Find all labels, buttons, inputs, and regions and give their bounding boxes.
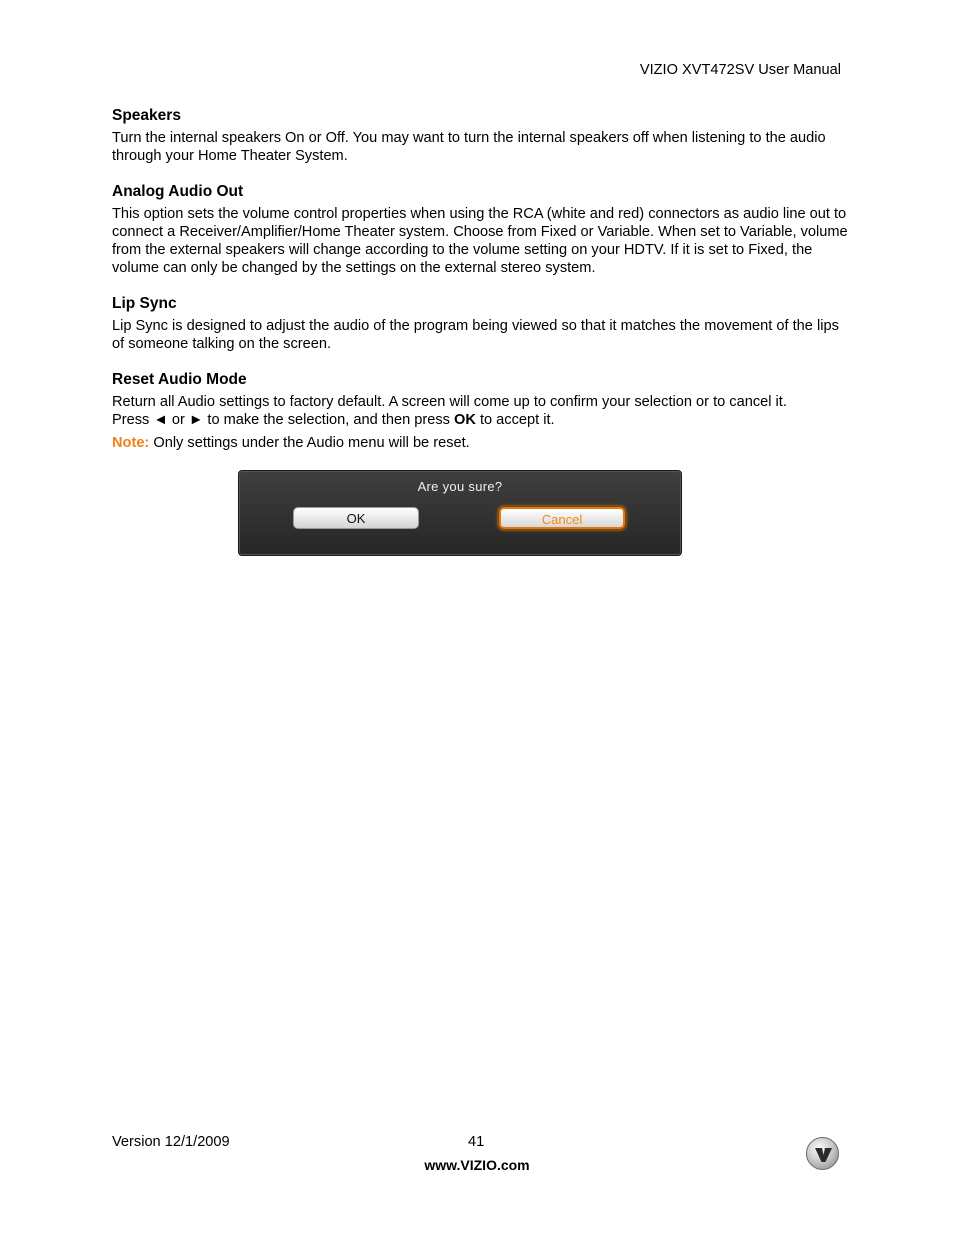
note — [112, 434, 852, 452]
section-body: Lip Sync is designed to adjust the audio of the program being viewed so that it matches the movement of the lips of someone talking on the screen. — [112, 318, 839, 352]
document-body — [112, 106, 852, 452]
section-heading: Analog Audio Out — [112, 183, 244, 200]
ok-button[interactable]: OK — [293, 507, 419, 529]
section-analog-audio-out — [112, 182, 852, 277]
ok-keyword: OK — [454, 412, 476, 428]
section-heading: Lip Sync — [112, 295, 177, 312]
dialog-title: Are you sure? — [417, 479, 503, 494]
section-reset-audio-mode — [112, 370, 852, 452]
section-heading: Reset Audio Mode — [112, 371, 247, 388]
press-prefix: Press ◄ or ► to make the selection, and then press — [112, 412, 455, 428]
section-body: This option sets the volume control properties when using the RCA (white and red) connectors as audio line out to connect a Receiver/Amplifier/Home Theater system. Choose from Fixed or Variable. When set to Variable, volume from the external speakers will change according to the volume setting on your HDTV. If it is set to Fixed, the volume can only be changed by the settings on the external stereo system. — [112, 206, 848, 276]
note-label: Note: — [112, 435, 150, 451]
reset-confirm-dialog — [238, 470, 682, 556]
section-body: Turn the internal speakers On or Off. You may want to turn the internal speakers off when listening to the audio through your Home Theater System. — [112, 130, 826, 164]
footer-version: Version 12/1/2009 — [112, 1134, 230, 1150]
section-lip-sync — [112, 294, 852, 353]
footer-url: www.VIZIO.com — [424, 1157, 530, 1173]
vizio-v-logo-icon — [806, 1137, 839, 1170]
section-body: Return all Audio settings to factory default. A screen will come up to confirm your selection or to cancel it. — [112, 394, 787, 410]
cancel-button[interactable]: Cancel — [499, 507, 625, 529]
page-number: 41 — [468, 1134, 485, 1150]
press-instruction — [112, 411, 852, 429]
section-heading: Speakers — [112, 107, 181, 124]
note-text: Only settings under the Audio menu will be reset. — [149, 435, 470, 451]
manual-title: VIZIO XVT472SV User Manual — [639, 62, 841, 78]
section-speakers — [112, 106, 852, 165]
press-suffix: to accept it. — [475, 412, 555, 428]
